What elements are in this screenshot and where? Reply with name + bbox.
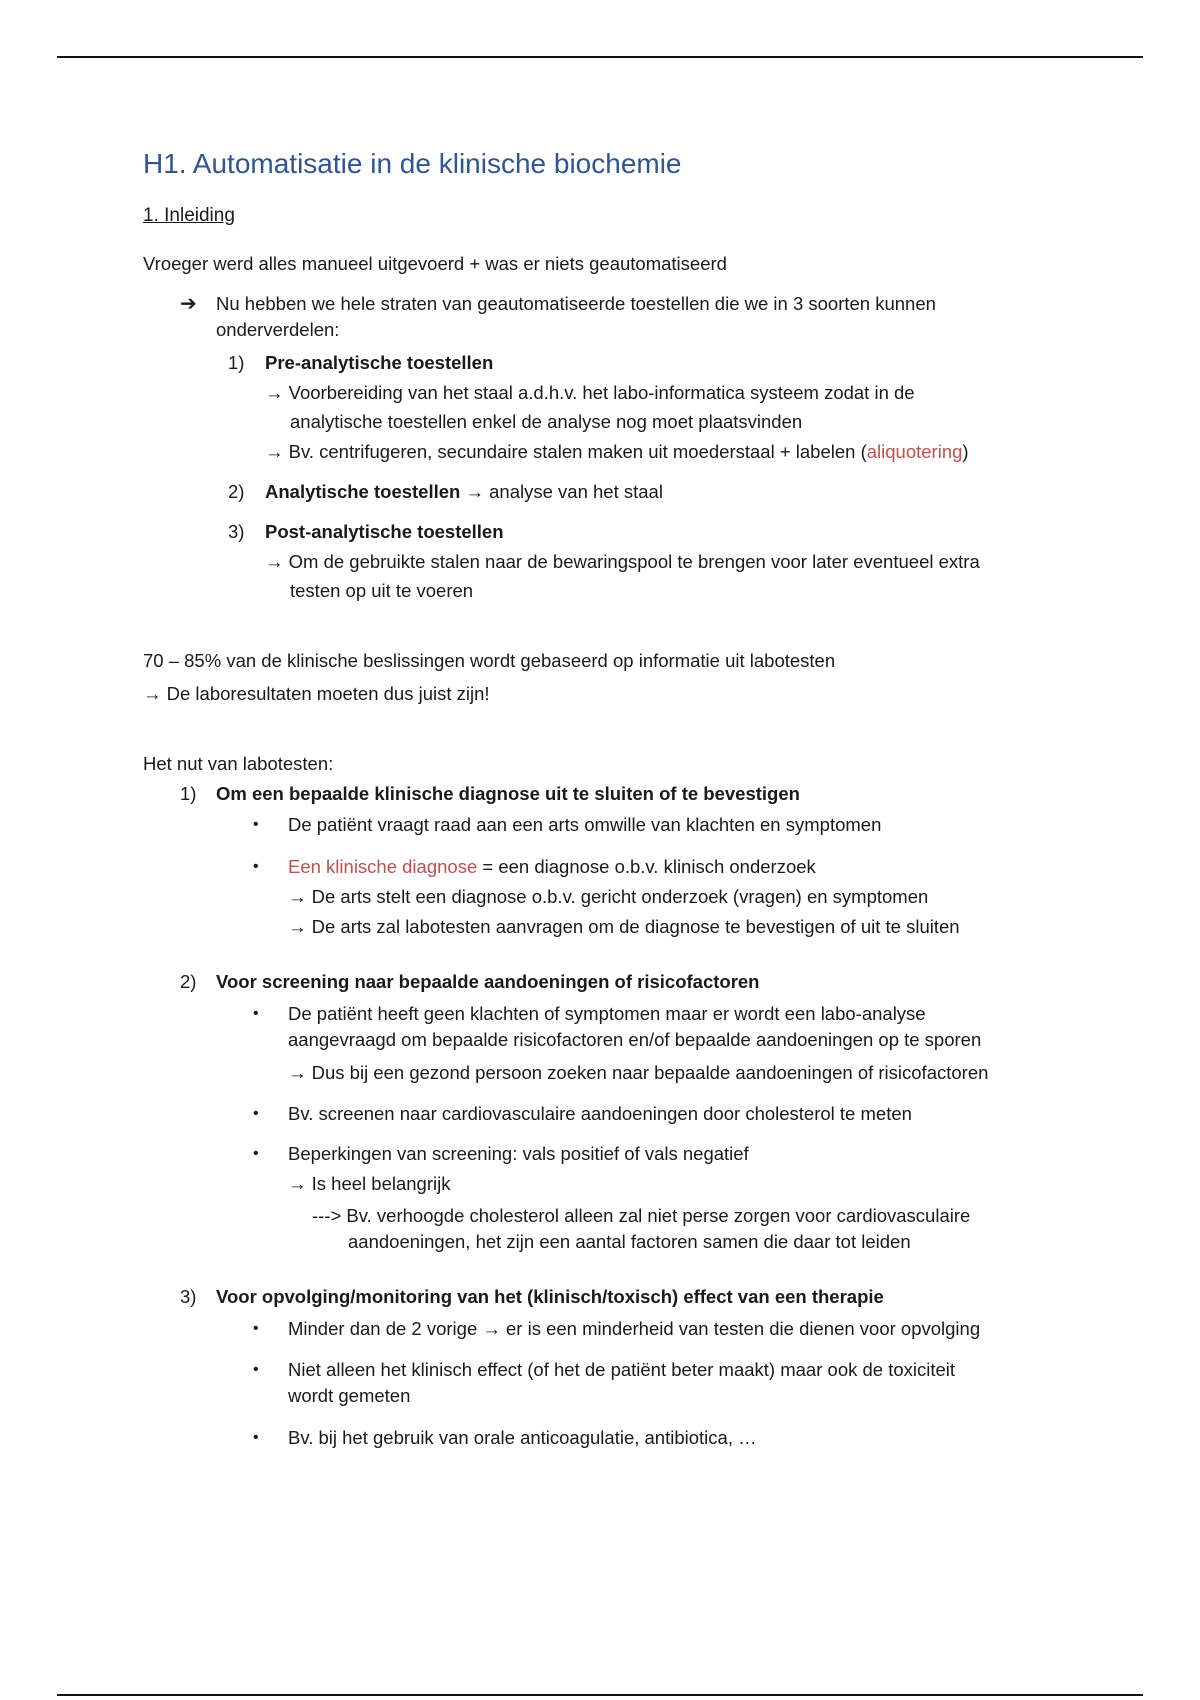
- bullet-text: wordt gemeten: [288, 1385, 411, 1406]
- stat-conclusion: → De laboresultaten moeten dus juist zijn!: [143, 683, 490, 704]
- point-title: Voor screening naar bepaalde aandoeningen of risicofactoren: [216, 971, 760, 992]
- list-item-detail: analytische toestellen enkel de analyse nog moet plaatsvinden: [290, 411, 803, 432]
- list-number: 1): [180, 783, 197, 804]
- list-number: 1): [228, 352, 245, 373]
- bullet-text: De patiënt vraagt raad aan een arts omwille van klachten en symptomen: [288, 814, 882, 835]
- list-number: 2): [180, 971, 197, 992]
- arrow-text-line2: onderverdelen:: [216, 319, 340, 340]
- bullet-text: De patiënt heeft geen klachten of symptomen maar er wordt een labo-analyse: [288, 1003, 926, 1024]
- bullet-text: Niet alleen het klinisch effect (of het de patiënt beter maakt) maar ook de toxiciteit: [288, 1359, 956, 1380]
- list-number: 3): [228, 521, 245, 542]
- bullet-icon: •: [253, 816, 259, 833]
- highlight-term: Een klinische diagnose: [288, 856, 478, 877]
- stat-text: 70 – 85% van de klinische beslissingen wordt gebaseerd op informatie uit labotesten: [143, 650, 836, 671]
- highlight-term: aliquotering: [866, 441, 963, 462]
- bullet-subdetail: aandoeningen, het zijn een aantal factoren samen die daar tot leiden: [348, 1231, 911, 1252]
- nut-intro: Het nut van labotesten:: [143, 753, 334, 774]
- point-title: Om een bepaalde klinische diagnose uit te sluiten of te bevestigen: [216, 783, 800, 804]
- section-heading: 1. Inleiding: [143, 205, 235, 226]
- list-item-detail: testen op uit te voeren: [290, 580, 474, 601]
- list-item-detail: → Om de gebruikte stalen naar de bewaringspool te brengen voor later eventueel extra: [265, 551, 980, 572]
- list-item-title: Post-analytische toestellen: [265, 521, 504, 542]
- intro-text: Vroeger werd alles manueel uitgevoerd + was er niets geautomatiseerd: [143, 253, 727, 274]
- bottom-rule: [57, 1694, 1143, 1696]
- list-item-detail: → Bv. centrifugeren, secundaire stalen maken uit moederstaal + labelen (aliquotering): [265, 441, 969, 462]
- bullet-icon: •: [253, 1105, 259, 1122]
- point-title: Voor opvolging/monitoring van het (klinisch/toxisch) effect van een therapie: [216, 1286, 884, 1307]
- page-title: H1. Automatisatie in de klinische biochemie: [143, 148, 682, 179]
- bullet-icon: •: [253, 1429, 259, 1446]
- bullet-icon: •: [253, 858, 259, 875]
- bullet-detail: → Is heel belangrijk: [288, 1173, 451, 1194]
- top-rule: [57, 56, 1143, 58]
- bullet-icon: •: [253, 1320, 259, 1337]
- list-item-title: Analytische toestellen → analyse van het staal: [265, 481, 663, 502]
- bullet-text: aangevraagd om bepaalde risicofactoren en/of bepaalde aandoeningen op te sporen: [288, 1029, 982, 1050]
- bullet-text: Bv. screenen naar cardiovasculaire aandoeningen door cholesterol te meten: [288, 1103, 912, 1124]
- arrow-icon: ➔: [180, 293, 197, 315]
- list-number: 3): [180, 1286, 197, 1307]
- bullet-text: Beperkingen van screening: vals positief of vals negatief: [288, 1143, 749, 1164]
- bullet-detail: → De arts zal labotesten aanvragen om de diagnose te bevestigen of uit te sluiten: [288, 916, 960, 937]
- bullet-icon: •: [253, 1361, 259, 1378]
- bullet-icon: •: [253, 1005, 259, 1022]
- list-number: 2): [228, 481, 245, 502]
- bullet-icon: •: [253, 1145, 259, 1162]
- bullet-text: Minder dan de 2 vorige → er is een minderheid van testen die dienen voor opvolging: [288, 1318, 981, 1339]
- arrow-text-line1: Nu hebben we hele straten van geautomatiseerde toestellen die we in 3 soorten kunnen: [216, 293, 936, 314]
- list-item-title: Pre-analytische toestellen: [265, 352, 494, 373]
- bullet-text: Bv. bij het gebruik van orale anticoagulatie, antibiotica, …: [288, 1427, 757, 1448]
- bullet-subdetail: ---> Bv. verhoogde cholesterol alleen zal niet perse zorgen voor cardiovasculaire: [312, 1205, 971, 1226]
- bullet-text: Een klinische diagnose = een diagnose o.b.v. klinisch onderzoek: [288, 856, 816, 877]
- list-item-detail: → Voorbereiding van het staal a.d.h.v. het labo-informatica systeem zodat in de: [265, 382, 915, 403]
- bullet-detail: → Dus bij een gezond persoon zoeken naar bepaalde aandoeningen of risicofactoren: [288, 1062, 989, 1083]
- bullet-detail: → De arts stelt een diagnose o.b.v. gericht onderzoek (vragen) en symptomen: [288, 886, 929, 907]
